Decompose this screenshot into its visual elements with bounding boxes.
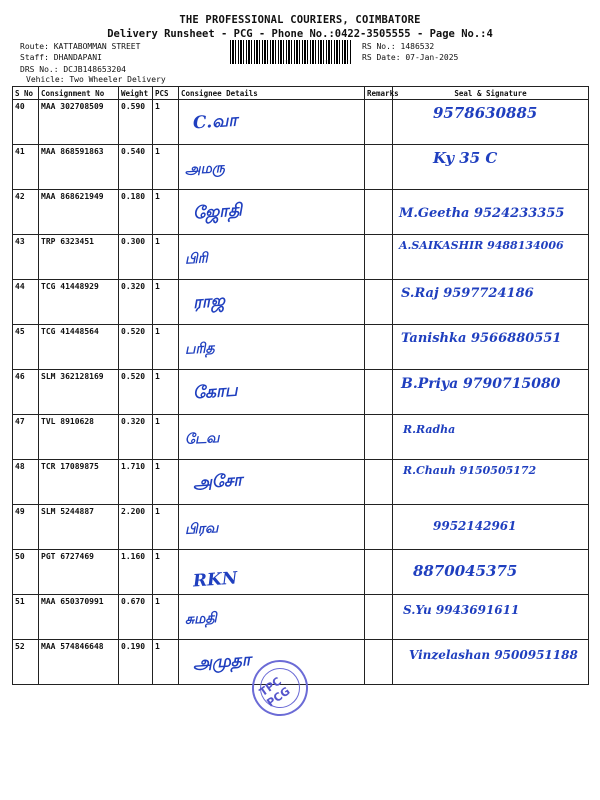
sno-cell: 46 bbox=[13, 370, 39, 415]
handwritten-signature: Vinzelashan 9500951188 bbox=[409, 648, 578, 662]
header-weight: Weight bbox=[119, 87, 153, 100]
consignee-cell bbox=[179, 505, 365, 550]
consignment-cell: MAA 868591863 bbox=[39, 145, 119, 190]
remarks-cell bbox=[365, 415, 393, 460]
handwritten-signature: Tanishka 9566880551 bbox=[401, 331, 562, 346]
weight-cell: 0.540 bbox=[119, 145, 153, 190]
weight-cell: 0.520 bbox=[119, 325, 153, 370]
signature-cell bbox=[393, 235, 589, 280]
signature-cell bbox=[393, 505, 589, 550]
sno-cell: 50 bbox=[13, 550, 39, 595]
table-row bbox=[13, 280, 589, 325]
sno-cell: 40 bbox=[13, 100, 39, 145]
consignment-cell: TCR 17089875 bbox=[39, 460, 119, 505]
weight-cell: 1.710 bbox=[119, 460, 153, 505]
remarks-cell bbox=[365, 370, 393, 415]
header-pcs: PCS bbox=[153, 87, 179, 100]
weight-cell: 0.320 bbox=[119, 415, 153, 460]
signature-cell bbox=[393, 370, 589, 415]
table-row bbox=[13, 460, 589, 505]
remarks-cell bbox=[365, 505, 393, 550]
sno-cell: 47 bbox=[13, 415, 39, 460]
handwritten-name: அமுதா bbox=[192, 650, 252, 674]
handwritten-name: ராஜ bbox=[192, 290, 226, 314]
consignee-cell bbox=[179, 370, 365, 415]
signature-cell bbox=[393, 640, 589, 685]
seal-text: TPC PCG bbox=[252, 660, 308, 716]
pcs-cell: 1 bbox=[153, 280, 179, 325]
consignee-cell bbox=[179, 415, 365, 460]
consignment-cell: MAA 650370991 bbox=[39, 595, 119, 640]
remarks-cell bbox=[365, 100, 393, 145]
remarks-cell bbox=[365, 325, 393, 370]
sno-cell: 41 bbox=[13, 145, 39, 190]
weight-cell: 0.520 bbox=[119, 370, 153, 415]
pcs-cell: 1 bbox=[153, 100, 179, 145]
consignment-cell: TVL 8910628 bbox=[39, 415, 119, 460]
barcode bbox=[230, 40, 352, 64]
pcs-cell: 1 bbox=[153, 145, 179, 190]
handwritten-signature: R.Chauh 9150505172 bbox=[403, 464, 537, 477]
remarks-cell bbox=[365, 280, 393, 325]
handwritten-name: C.வா bbox=[192, 110, 238, 134]
handwritten-signature: Ky 35 C bbox=[433, 149, 498, 167]
remarks-cell bbox=[365, 550, 393, 595]
handwritten-signature: 9578630885 bbox=[433, 104, 538, 122]
staff-label: Staff: DHANDAPANI bbox=[20, 53, 102, 62]
handwritten-signature: R.Radha bbox=[403, 423, 456, 436]
signature-cell bbox=[393, 280, 589, 325]
signature-cell bbox=[393, 325, 589, 370]
handwritten-name: பிரவ bbox=[184, 520, 219, 538]
table-row bbox=[13, 100, 589, 145]
sno-cell: 48 bbox=[13, 460, 39, 505]
header-signature: Seal & Signature bbox=[393, 87, 589, 100]
signature-cell bbox=[393, 460, 589, 505]
sno-cell: 52 bbox=[13, 640, 39, 685]
sno-cell: 44 bbox=[13, 280, 39, 325]
route-label: Route: KATTABOMMAN STREET bbox=[20, 42, 141, 51]
header-consignee: Consignee Details bbox=[179, 87, 365, 100]
weight-cell: 0.190 bbox=[119, 640, 153, 685]
weight-cell: 0.300 bbox=[119, 235, 153, 280]
consignment-cell: TCG 41448929 bbox=[39, 280, 119, 325]
consignment-cell: TRP 6323451 bbox=[39, 235, 119, 280]
handwritten-name: கோப bbox=[192, 380, 239, 404]
sno-cell: 42 bbox=[13, 190, 39, 235]
handwritten-name: பரித bbox=[184, 340, 215, 358]
handwritten-name: சுமதி bbox=[184, 610, 218, 628]
pcs-cell: 1 bbox=[153, 460, 179, 505]
consignee-cell bbox=[179, 145, 365, 190]
handwritten-name: RKN bbox=[192, 568, 239, 592]
handwritten-name: ஜோதி bbox=[192, 200, 243, 224]
sno-cell: 49 bbox=[13, 505, 39, 550]
sno-cell: 45 bbox=[13, 325, 39, 370]
consignment-cell: PGT 6727469 bbox=[39, 550, 119, 595]
table-row bbox=[13, 415, 589, 460]
consignee-cell bbox=[179, 100, 365, 145]
table-row bbox=[13, 325, 589, 370]
handwritten-signature: S.Raj 9597724186 bbox=[401, 286, 534, 301]
consignment-cell: MAA 302708509 bbox=[39, 100, 119, 145]
signature-cell bbox=[393, 550, 589, 595]
consignment-cell: SLM 5244887 bbox=[39, 505, 119, 550]
consignee-cell bbox=[179, 460, 365, 505]
rs-number: RS No.: 1486532 bbox=[362, 42, 435, 51]
consignee-cell bbox=[179, 595, 365, 640]
drs-number: DRS No.: DCJB148653204 bbox=[20, 65, 126, 74]
header-remarks: Remarks bbox=[365, 87, 393, 100]
handwritten-signature: 9952142961 bbox=[433, 519, 517, 533]
remarks-cell bbox=[365, 595, 393, 640]
signature-cell bbox=[393, 100, 589, 145]
signature-cell bbox=[393, 145, 589, 190]
handwritten-signature: A.SAIKASHIR 9488134006 bbox=[399, 239, 564, 252]
document-title: THE PROFESSIONAL COURIERS, COIMBATORE bbox=[179, 14, 421, 26]
pcs-cell: 1 bbox=[153, 505, 179, 550]
table-row bbox=[13, 190, 589, 235]
header-sno: S No bbox=[13, 87, 39, 100]
consignment-cell: TCG 41448564 bbox=[39, 325, 119, 370]
table-row bbox=[13, 370, 589, 415]
handwritten-signature: M.Geetha 9524233355 bbox=[399, 206, 565, 221]
sno-cell: 43 bbox=[13, 235, 39, 280]
pcs-cell: 1 bbox=[153, 640, 179, 685]
vehicle-label: Vehicle: Two Wheeler Delivery bbox=[26, 75, 166, 84]
remarks-cell bbox=[365, 460, 393, 505]
pcs-cell: 1 bbox=[153, 190, 179, 235]
table-row bbox=[13, 505, 589, 550]
consignee-cell bbox=[179, 325, 365, 370]
handwritten-name: டேவ bbox=[184, 430, 220, 448]
table-row bbox=[13, 145, 589, 190]
runsheet-subtitle: Delivery Runsheet - PCG - Phone No.:0422-3505555 - Page No.:4 bbox=[107, 28, 493, 40]
handwritten-signature: S.Yu 9943691611 bbox=[403, 603, 520, 617]
weight-cell: 2.200 bbox=[119, 505, 153, 550]
weight-cell: 1.160 bbox=[119, 550, 153, 595]
consignment-cell: MAA 868621949 bbox=[39, 190, 119, 235]
handwritten-name: அமரு bbox=[184, 159, 226, 179]
remarks-cell bbox=[365, 190, 393, 235]
consignment-cell: SLM 362128169 bbox=[39, 370, 119, 415]
pcs-cell: 1 bbox=[153, 235, 179, 280]
handwritten-name: அசோ bbox=[192, 470, 243, 494]
rs-date: RS Date: 07-Jan-2025 bbox=[362, 53, 459, 62]
handwritten-name: பிரி bbox=[184, 250, 209, 268]
consignment-cell: MAA 574846648 bbox=[39, 640, 119, 685]
table-header-row bbox=[13, 87, 589, 100]
weight-cell: 0.670 bbox=[119, 595, 153, 640]
consignee-cell bbox=[179, 190, 365, 235]
pcs-cell: 1 bbox=[153, 415, 179, 460]
consignee-cell bbox=[179, 280, 365, 325]
consignee-cell bbox=[179, 550, 365, 595]
header-consignment: Consignment No bbox=[39, 87, 119, 100]
pcs-cell: 1 bbox=[153, 550, 179, 595]
remarks-cell bbox=[365, 235, 393, 280]
table-row bbox=[13, 550, 589, 595]
signature-cell bbox=[393, 415, 589, 460]
remarks-cell bbox=[365, 145, 393, 190]
pcs-cell: 1 bbox=[153, 325, 179, 370]
weight-cell: 0.320 bbox=[119, 280, 153, 325]
pcs-cell: 1 bbox=[153, 595, 179, 640]
table-row bbox=[13, 595, 589, 640]
sno-cell: 51 bbox=[13, 595, 39, 640]
weight-cell: 0.180 bbox=[119, 190, 153, 235]
handwritten-signature: B.Priya 9790715080 bbox=[401, 376, 561, 392]
pcs-cell: 1 bbox=[153, 370, 179, 415]
signature-cell bbox=[393, 595, 589, 640]
table-row bbox=[13, 235, 589, 280]
signature-cell bbox=[393, 190, 589, 235]
consignee-cell bbox=[179, 235, 365, 280]
handwritten-signature: 8870045375 bbox=[413, 562, 518, 580]
runsheet-table bbox=[12, 86, 589, 685]
remarks-cell bbox=[365, 640, 393, 685]
weight-cell: 0.590 bbox=[119, 100, 153, 145]
